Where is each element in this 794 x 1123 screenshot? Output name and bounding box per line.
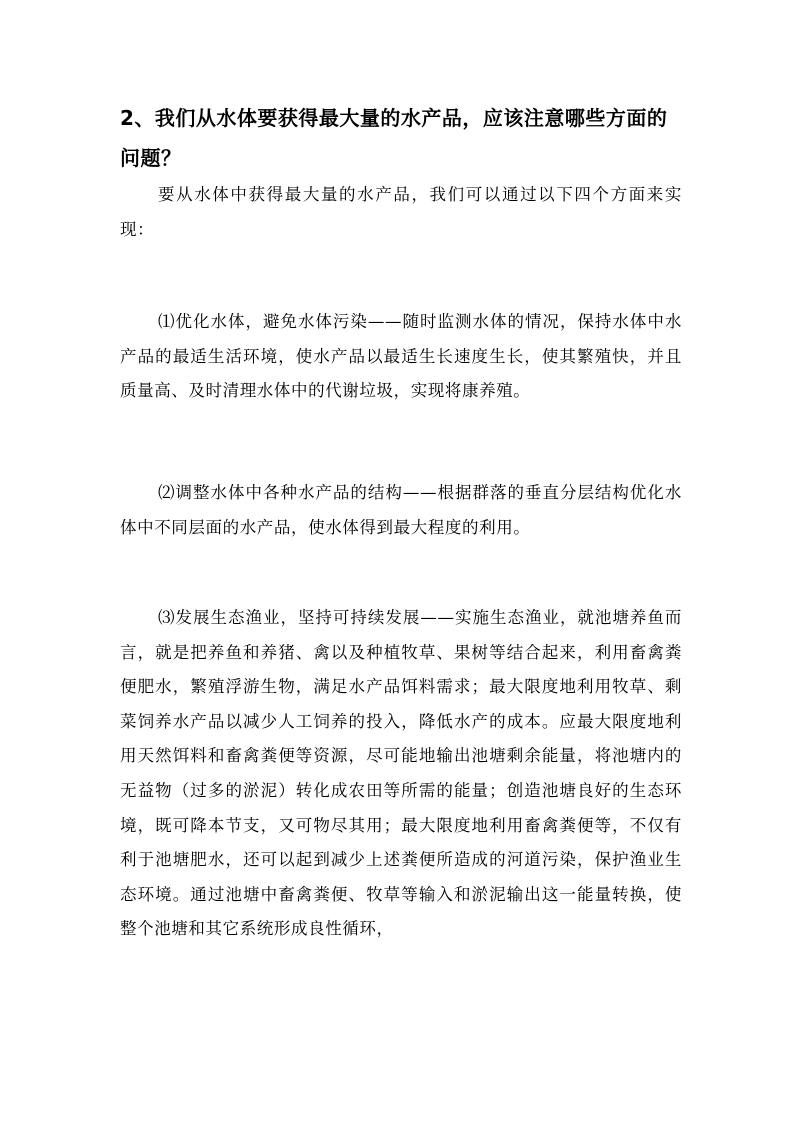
question-heading: 2、我们从水体要获得最大量的水产品，应该注意哪些方面的问题？ bbox=[120, 106, 668, 170]
point-2-paragraph: ⑵调整水体中各种水产品的结构——根据群落的垂直分层结构优化水体中不同层面的水产品，使水体得到最大程度的利用。 bbox=[120, 483, 682, 537]
point-1-paragraph: ⑴优化水体，避免水体污染——随时监测水体的情况，保持水体中水产品的最适生活环境，使水产品以最适生长速度生长，使其繁殖快，并且质量高、及时清理水体中的代谢垃圾，实现将康养殖。 bbox=[120, 312, 682, 401]
intro-paragraph: 要从水体中获得最大量的水产品，我们可以通过以下四个方面来实现： bbox=[120, 185, 682, 239]
point-3-paragraph: ⑶发展生态渔业，坚持可持续发展——实施生态渔业，就池塘养鱼而言，就是把养鱼和养猪、禽以及种植牧草、果树等结合起来，利用畜禽粪便肥水，繁殖浮游生物，满足水产品饵料需求；最大限度地利用牧草、剩菜饲养水产品以减少人工饲养的投入，降低水产的成本。应最大限度地利用天然饵料和畜禽粪便等资源，尽可能地输出池塘剩余能量，将池塘内的无益物（过多的淤泥）转化成农田等所需的能量；创造池塘良好的生态环境，既可降本节支，又可物尽其用；最大限度地利用畜禽粪便等，不仅有利于池塘肥水，还可以起到减少上述粪便所造成的河道污染，保护渔业生态环境。通过池塘中畜禽粪便、牧草等输入和淤泥输出这一能量转换，使整个池塘和其它系统形成良性循环， bbox=[120, 608, 682, 939]
